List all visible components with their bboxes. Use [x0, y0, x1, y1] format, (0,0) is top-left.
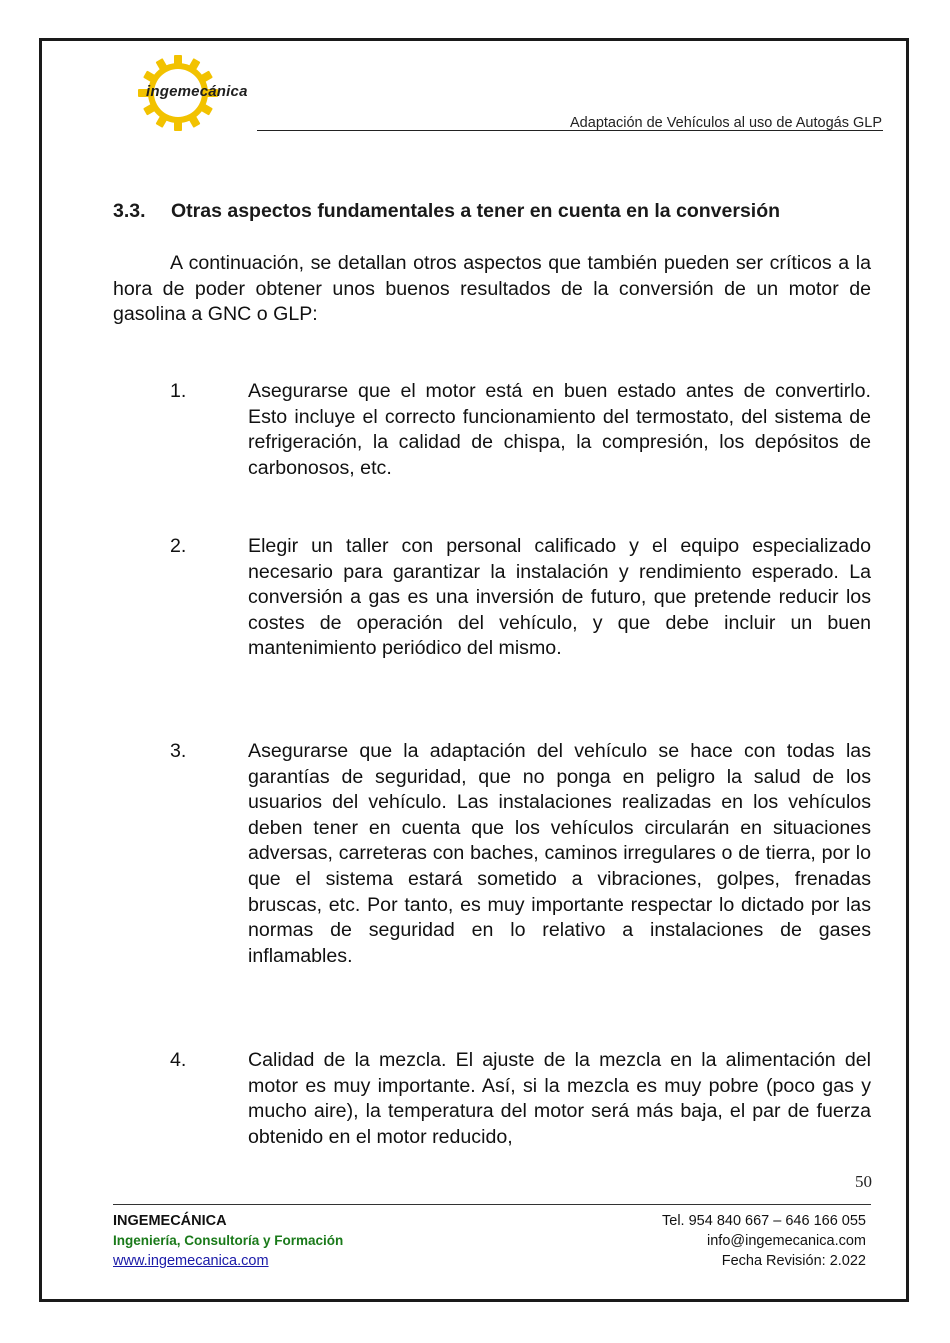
list-item-text: Elegir un taller con personal calificado y el equipo especializado necesario para garantizar la instalación y rendimiento esperado. La conversión a gas es una inversión de futuro, que pretende reducir los costes de operación del vehículo, y que debe incluir un buen mantenimiento periódico del mismo. [248, 535, 871, 660]
company-logo [130, 55, 280, 131]
footer-email[interactable]: info@ingemecanica.com [707, 1233, 866, 1249]
list-item-text: Calidad de la mezcla. El ajuste de la mezcla en la alimentación del motor es muy importante. Así, si la mezcla es muy pobre (poco gas y mucho aire), la temperatura del motor será más baja, el par de fuerza obtenido en el motor reducido, [248, 1049, 871, 1148]
footer-website-link[interactable]: www.ingemecanica.com [113, 1253, 269, 1269]
intro-paragraph: A continuación, se detallan otros aspectos que también pueden ser críticos a la hora de poder obtener unos buenos resultados de la conversión de un motor de gasolina a GNC o GLP: [113, 252, 871, 326]
list-item [113, 534, 871, 662]
page-number: 50 [855, 1172, 872, 1191]
logo-text: ingemecánica [146, 83, 248, 100]
section-title: Otras aspectos fundamentales a tener en cuenta en la conversión [171, 200, 781, 222]
footer-left [113, 1211, 343, 1271]
footer-right [662, 1211, 866, 1271]
list-item-number: 3. [170, 740, 187, 762]
header-divider [257, 130, 883, 131]
list-item-number: 1. [170, 380, 187, 402]
section-number: 3.3. [113, 200, 146, 222]
list-item-number: 4. [170, 1049, 187, 1071]
list-item [113, 739, 871, 969]
list-item-text: Asegurarse que la adaptación del vehículo se hace con todas las garantías de seguridad, que no ponga en peligro la salud de los usuarios del vehículo. Las instalaciones realizadas en los vehículos deben tener en cuenta que los vehículos circularán en situaciones adversas, carreteras con baches, caminos irregulares o de tierra, por lo que el sistema estará sometido a vibraciones, golpes, frenadas bruscas, etc. Por tanto, es muy importante respectar lo dictado por las normas de seguridad en lo relativo a instalaciones de gases inflamables. [248, 740, 871, 967]
footer-phone: Tel. 954 840 667 – 646 166 055 [662, 1213, 866, 1229]
list-item-text: Asegurarse que el motor está en buen estado antes de convertirlo. Esto incluye el correcto funcionamiento del termostato, del sistema de refrigeración, la calidad de chispa, la compresión, los depósitos de carbonosos, etc. [248, 380, 871, 479]
footer-revision: Fecha Revisión: 2.022 [721, 1253, 866, 1269]
footer-company: INGEMECÁNICA [113, 1213, 227, 1229]
document-title: Adaptación de Vehículos al uso de Autogás GLP [570, 115, 882, 131]
footer-divider [113, 1204, 871, 1205]
list-item-number: 2. [170, 535, 187, 557]
list-item [113, 1048, 871, 1150]
footer-tagline: Ingeniería, Consultoría y Formación [113, 1233, 344, 1248]
list-item [113, 379, 871, 481]
section-heading [113, 200, 873, 223]
